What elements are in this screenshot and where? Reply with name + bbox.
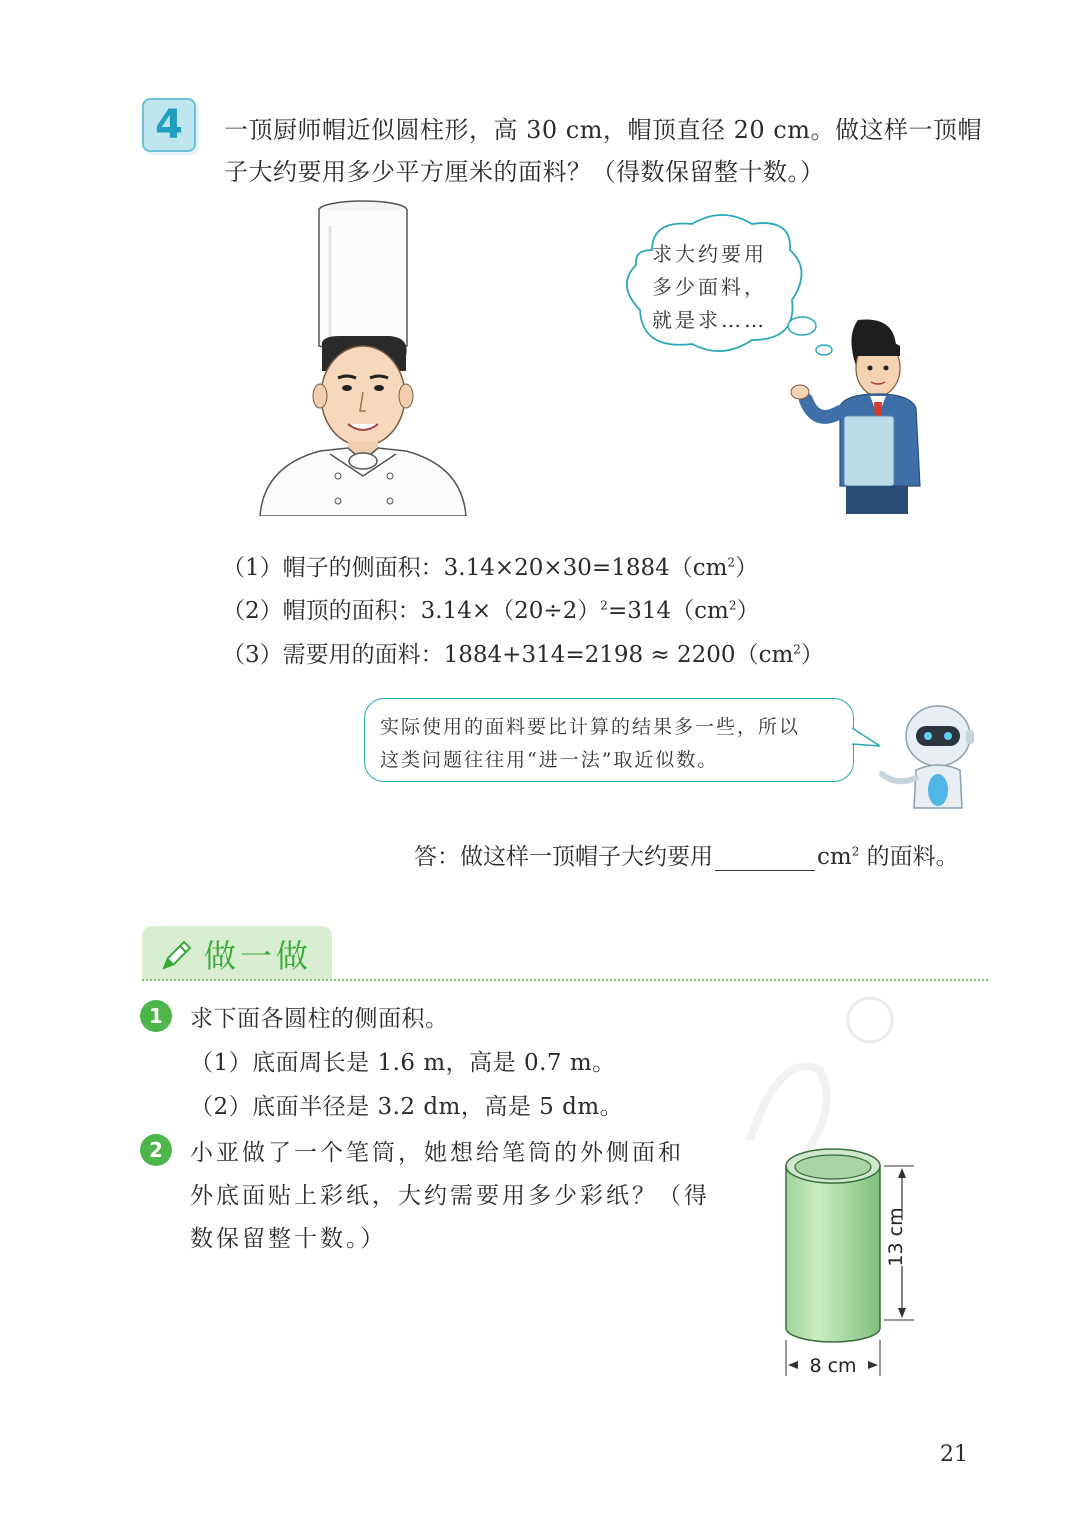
pencil-icon: [160, 938, 194, 972]
question-2-line-2: 外底面贴上彩纸，大约需要用多少彩纸？（得: [190, 1183, 710, 1209]
page-number: 21: [940, 1442, 968, 1467]
chef-illustration: [250, 196, 500, 516]
height-label: 13 cm: [885, 1207, 907, 1267]
example-number-badge: 4: [142, 98, 196, 152]
practice-divider: [142, 979, 988, 981]
solution-step-1: （1）帽子的侧面积：$3.14\times 20\times 30=1884(cm^2)$: [222, 555, 759, 581]
thought-line-3: 就是求……: [652, 308, 767, 332]
diameter-label: 8 cm: [809, 1355, 857, 1377]
robot-tip-line-2: 这类问题往往用“进一法”取近似数。: [380, 749, 719, 771]
solution-step-2: （2）帽顶的面积：$3.14\times(20\div 2)^2=314(cm^2)$: [222, 598, 760, 624]
solution-step-3: （3）需要用的面料：$1884+314=2198 \approx 2200(cm^2)$: [222, 642, 824, 668]
answer-line: 答：做这样一顶帽子大约要用 $cm^2$ 的面料。: [414, 844, 959, 870]
question-1-badge: 1: [140, 1000, 172, 1032]
question-2-line-3: 数保留整十数。）: [190, 1226, 387, 1252]
question-2-line-1: 小亚做了一个笔筒，她想给笔筒的外侧面和: [190, 1140, 684, 1166]
thought-line-1: 求大约要用: [652, 242, 767, 266]
pen-holder-figure: [776, 1140, 926, 1385]
problem-text-line-2: 子大约要用多少平方厘米的面料？（得数保留整十数。）: [224, 158, 825, 186]
question-1-sub-1: （1）底面周长是 1.6 m，高是 0.7 m。: [190, 1050, 616, 1076]
robot-tip-line-1: 实际使用的面料要比计算的结果多一些，所以: [380, 716, 801, 738]
robot-illustration: [876, 700, 976, 810]
answer-blank[interactable]: [715, 848, 815, 871]
problem-text-line-1: 一顶厨师帽近似圆柱形，高 30 cm，帽顶直径 20 cm。做这样一顶帽: [224, 116, 982, 144]
question-1-sub-2: （2）底面半径是 3.2 dm，高是 5 dm。: [190, 1094, 624, 1120]
thought-line-2: 多少面料，: [652, 275, 767, 299]
question-1-text: 求下面各圆柱的侧面积。: [190, 1006, 449, 1032]
practice-title: 做一做: [204, 937, 313, 975]
question-2-badge: 2: [140, 1134, 172, 1166]
student-illustration: [786, 316, 926, 516]
